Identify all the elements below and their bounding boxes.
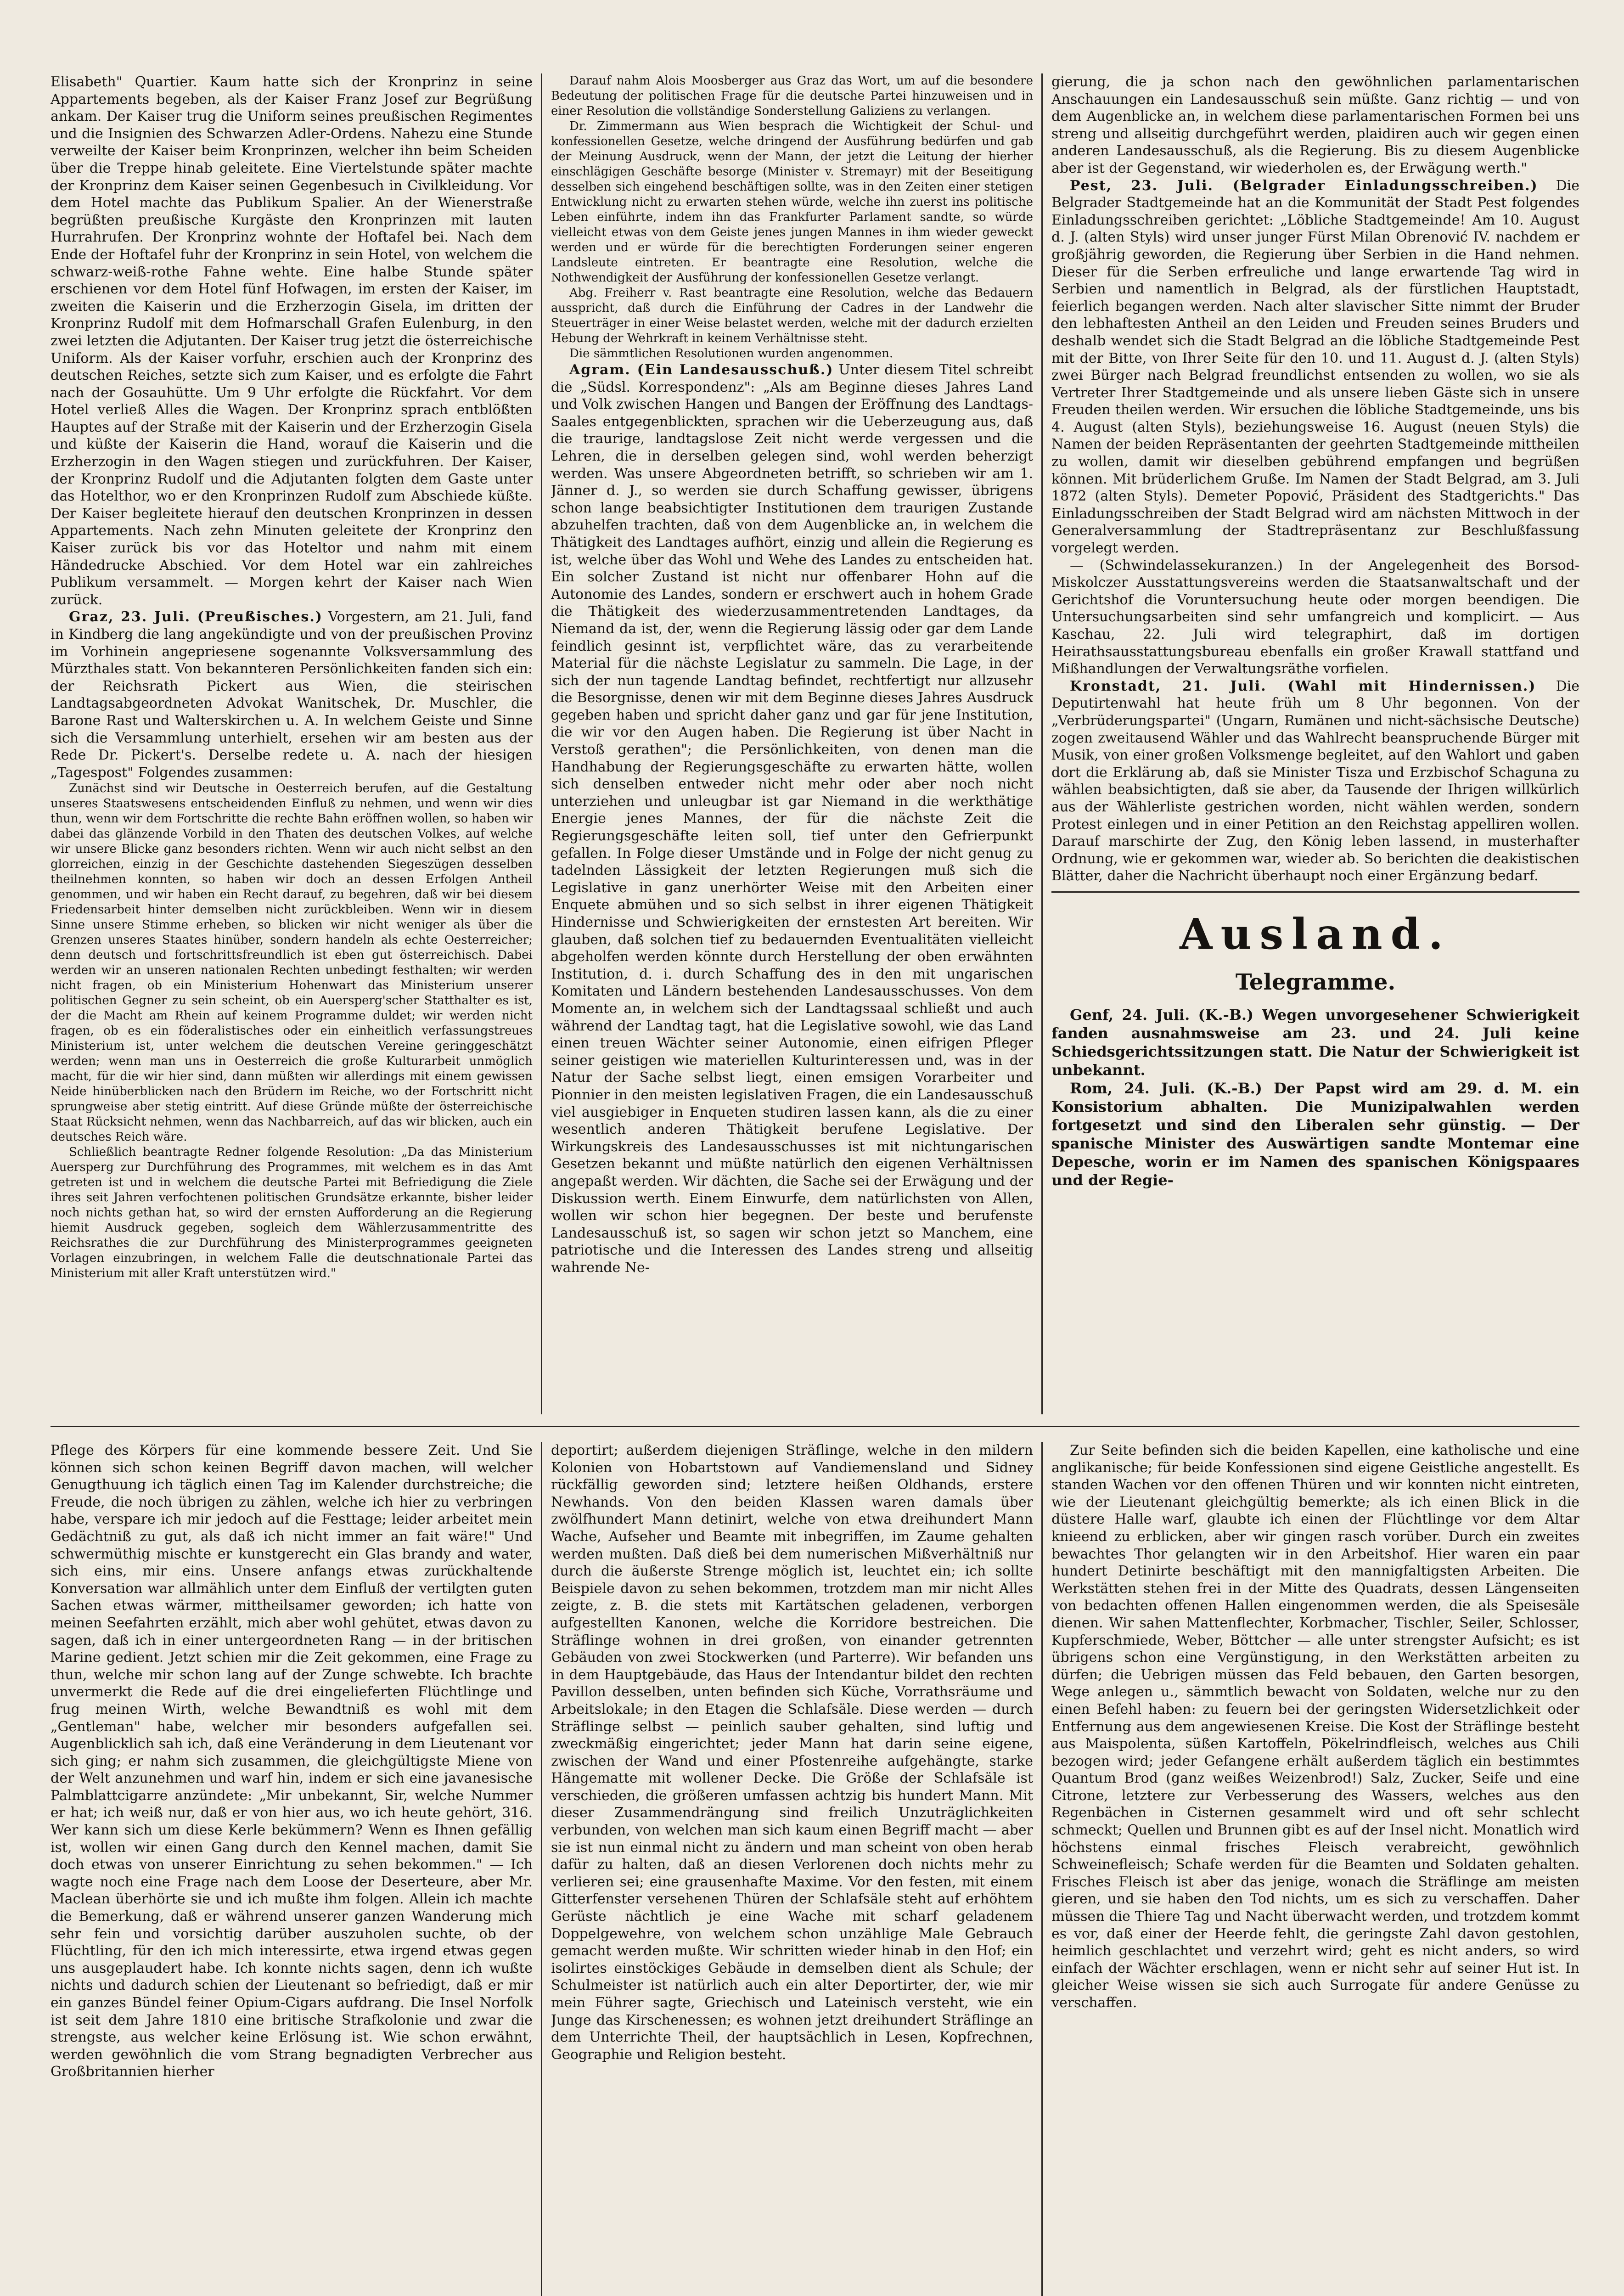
kronstadt-article [1051, 678, 1579, 885]
agram-dateline: Agram. (Ein Landesausschuß.) [569, 362, 834, 378]
feuilleton-rule [51, 1426, 1579, 1427]
column-rule [1041, 73, 1043, 1414]
pest-dateline: Pest, 23. Juli. (Belgrader Einladungsschreiben.) [1070, 177, 1538, 194]
section-rule [1051, 891, 1579, 893]
graz-text: Vorgestern, am 21. Juli, fand in Kindberg die lang angekündigte und von der preußischen Provinz im Vorhinein angepriesene sogenannte Volksversammlung des Mürzthales statt. Von bekannteren Persönlichkeiten fanden sich ein: der Reichsrath Pickert aus Wien, die steirischen Landtagsabgeordneten Advokat Wanitschek, Dr. Muschler, die Barone Rast und Walterskirchen u. A. In welchem Geiste und Sinne sich die Versammlung unterhielt, ersehen wir am besten aus der Rede Dr. Pickert's. Derselbe redete u. A. nach der hiesigen „Tagespost" Folgendes zusammen: [51, 609, 533, 781]
feuilleton-column-right [1051, 1442, 1579, 2296]
feuilleton-text-middle: deportirt; außerdem diejenigen Sträflinge, welche in den mildern Kolonien von Hobartstown auf Vandiemensland und Sidney rückfällig geworden sind; letztere heißen Oldhands, erstere Newhands. Von den beiden Klassen waren damals über zwölfhundert Mann detinirt, welche von etwa dreihundert Mann Wache, Aufseher und Beamte mit inbegriffen, im Zaume gehalten werden mußten. Daß dieß bei dem numerischen Mißverhältniß nur durch die äußerste Strenge möglich ist, leuchtet ein; ich sollte Beispiele davon zu sehen bekommen, trotzdem man mir nicht Alles zeigte, z. B. die stets mit Kartätschen geladenen, verborgen aufgestellten Kanonen, welche die Korridore bestreichen. Die Sträflinge wohnen in drei großen, von einander getrennten Gebäuden von zwei Stockwerken (und Parterre). Wir befanden uns in dem Hauptgebäude, das Haus der Intendantur bildet den rechten Pavillon desselben, unten befinden sich Küche, Vorrathsräume und Arbeitslokale; in den Etagen die Schlafsäle. Diese werden — durch Sträflinge selbst — peinlich sauber gehalten, sind luftig und zweckmäßig eingerichtet; jeder Mann hat darin seine eigene, zwischen der Wand und einer Pfostenreihe aufgehängte, starke Hängematte mit wollener Decke. Die Größe der Schlafsäle ist verschieden, die größeren umfassen achtzig bis hundert Mann. Mit dieser Zusammendrängung sind freilich Unzuträglichkeiten verbunden, von welchen man sich kaum einen Begriff macht — aber sie ist nun einmal nicht zu ändern und man scheint von oben herab dafür zu halten, daß an diesen Verlorenen doch nichts mehr zu verlieren sei; eine grausenhafte Maxime. Vor den festen, mit einem Gitterfenster versehenen Thüren der Schlafsäle steht auf erhöhtem Gerüste nächtlich je eine Wache mit scharf geladenem Doppelgewehre, von welchem schon unzählige Male Gebrauch gemacht werden mußte. Wir schritten wieder hinab in den Hof; ein isolirtes einstöckiges Gebäude in demselben dient als Schule; der Schulmeister ist natürlich auch ein alter Deportirter, der, wie mir mein Führer sagte, Griechisch und Lateinisch versteht, wie ein Junge das Kirschenessen; es wohnen jetzt dreihundert Sträflinge an dem Unterrichte Theil, der hauptsächlich in Lesen, Kopfrechnen, Geographie und Religion besteht. [551, 1442, 1033, 2063]
telegrams-heading: Telegramme. [1235, 969, 1396, 995]
telegram-rom: Rom, 24. Juli. (K.-B.) Der Papst wird am 29. d. M. ein Konsistorium abhalten. Die Munizipalwahlen werden fortgesetzt und sind den Liberalen sehr günstig. — Der spanische Minister des Auswärtigen sandte Montemar eine Depesche, worin er im Namen des spanischen Königspaares und der Regie- [1051, 1079, 1579, 1189]
pest-article [1051, 177, 1579, 557]
agram-text: Unter diesem Titel schreibt die „Südsl. Korrespondenz": „Als am Beginne dieses Jahres Land und Volk zwischen Hangen und Bangen der Eröffnung des Landtags-Saales entgegenblickten, sprachen wir die Ueberzeugung aus, daß die traurige, landtagslose Zeit nicht werde vergessen und die Lehren, die in derselben gelegen sind, wohl werden beherzigt werden. Was unsere Abgeordneten betrifft, so schrieben wir am 1. Jänner d. J., so werden sie durch Schaffung gewisser, übrigens schon lange beabsichtigter Institutionen dem traurigen Zustande abzuhelfen trachten, daß von dem Augenblicke an, in welchem die Thätigkeit des Landtages aufhört, einzig und allein die Regierung es ist, welche über das Wohl und Wehe des Landes zu entscheiden hat. Ein solcher Zustand ist nicht nur offenbarer Hohn auf die Autonomie des Landes, sondern er erschwert auch in hohem Grade die Thätigkeit des wiederzusammentretenden Landtages, da Niemand da ist, der, wenn die Regierung lässig oder gar dem Lande feindlich gesinnt ist, verpflichtet wäre, das zu verarbeitende Material für die nächste Legislatur zu sammeln. Die Lage, in der sich der nun tagende Landtag befindet, rechtfertigt nur allzusehr die Besorgnisse, denen wir mit dem Beginne dieses Jahres Ausdruck gegeben haben und spricht daher ganz und gar für jene Institution, die wir vor den Augen haben. Die Regierung ist über Nacht in Verstoß gerathen"; die Persönlichkeiten, von denen man die Handhabung der Regierungsgeschäfte zu erwarten hätte, wollen sich denselben entweder nicht mehr oder aber noch nicht unterziehen und unleugbar ist gar Niemand in die werkthätige Energie jenes Mannes, der für die nächste Zeit die Regierungsgeschäfte leiten soll, tief unter den Gefrierpunkt gefallen. In Folge dieser Umstände und in Folge der nicht genug zu tadelnden Lässigkeit der letzten Regierungen muß sich die Legislative in ganz unerhörter Weise mit den Arbeiten einer Enquete abmühen und so sich selbst in ihrer eigenen Thätigkeit Hindernisse und Schwierigkeiten der ernstesten Art bereiten. Wir glauben, daß solchen tief zu bedauernden Eventualitäten vielleicht abgeholfen werden könnte durch Herstellung der oben erwähnten Institution, d. i. durch Schaffung des in den mit ungarischen Komitaten und Ländern bestehenden Landesausschusses. Von dem Momente an, in welchem sich der Landtagssaal schließt und auch während der Landtag tagt, hat die Legislative sowohl, wie das Land einen treuen Wächter seiner Autonomie, einen eifrigen Pfleger seiner geistigen wie materiellen Kulturinteressen und, was in der Natur der Sache selbst liegt, einen emsigen Vorarbeiter und Pionnier in den meisten legislativen Fragen, die ein Landesausschuß viel ausgiebiger in Enqueten studiren lassen kann, als die zu einer wesentlich anderen Thätigkeit berufene Legislative. Der Wirkungskreis des Landesausschusses ist mit nichtungarischen Gesetzen bekannt und müßte natürlich den eigenen Verhältnissen angepaßt werden. Wir dächten, die Sache sei der Erwägung und der Diskussion werth. Einem Einwurfe, dem natürlichsten von Allen, wollen wir schon hier begegnen. Der beste und berufenste Landesausschuß ist, so sagen wir schon jetzt so Manchem, eine patriotische und die Interessen des Landes streng und allseitig wahrende Ne- [551, 362, 1033, 1276]
graz-article [51, 608, 533, 781]
column-rule [541, 1442, 542, 2296]
rast-para: Abg. Freiherr v. Rast beantragte eine Resolution, welche das Bedauern ausspricht, daß durch die Einführung der Cadres in der Landwehr die Steuerträger in einer Weise belastet werden, welche mit der dadurch erzielten Hebung der Wehrkraft in keinem Verhältnisse steht. [551, 286, 1033, 345]
schwindel-article: — (Schwindelassekuranzen.) In der Angelegenheit des Borsod-Miskolczer Ausstattungsvereins werden die Staatsanwaltschaft und der Gerichtshof die Voruntersuchung heute oder morgen beendigen. Die Untersuchungsarbeiten sind sehr umfangreich und komplicirt. — Aus Kaschau, 22. Juli wird telegraphirt, daß im dortigen Heirathsausstattungsbureau ebenfalls ein großer Krawall stattfand und Mißhandlungen der Verwaltungsräthe vorfielen. [1051, 557, 1579, 677]
section-heading-ausland: Ausland. [1180, 909, 1451, 959]
column-left [51, 73, 533, 1414]
column-rule [1041, 1442, 1043, 2296]
kronstadt-dateline: Kronstadt, 21. Juli. (Wahl mit Hindernissen.) [1070, 678, 1536, 694]
newspaper-page [51, 73, 1579, 2296]
graz-dateline: Graz, 23. Juli. (Preußisches.) [69, 609, 323, 625]
telegram-genf: Genf, 24. Juli. (K.-B.) Wegen unvorgesehener Schwierigkeit fanden ausnahmsweise am 23. und 24. Juli keine Schiedsgerichtssitzungen statt. Die Natur der Schwierigkeit ist unbekannt. [1051, 1006, 1579, 1079]
pickert-quote: Zunächst sind wir Deutsche in Oesterreich berufen, auf die Gestaltung unseres Staatswesens entscheidenden Einfluß zu nehmen, und wenn wir dies thun, wenn wir dem Fortschritte die rechte Bahn eröffnen wollen, so haben wir dabei das glänzende Vorbild in den Thaten des deutschen Volkes, auf welche wir unsere Blicke ganz besonders richten. Wenn wir auch nicht selbst an den glorreichen, einzig in der Geschichte dastehenden Siegeszügen desselben theilnehmen konnten, so haben wir doch an dessen Erfolgen Antheil genommen, und wir haben ein Recht darauf, zu begehren, daß wir bei diesem Friedensarbeit hinter demselben nicht zurückbleiben. Wenn wir in diesem Sinne unsere Stimme erheben, so blicken wir nicht weniger als über die Grenzen unseres Staates hinüber, sondern handeln als echte Oesterreicher; denn deutsch und fortschrittsfreundlich ist eben gut österreichisch. Dabei werden wir an unseren nationalen Rechten unbedingt festhalten; wir werden nicht fragen, ob ein Ministerium Hohenwart das Ministerium unserer politischen Gegner zu sein scheint, ob ein Auersperg'scher Statthalter es ist, der die Macht am Rhein auf keinem Programme duldet; wir werden nicht fragen, ob es ein föderalistisches oder ein einheitlich verfassungstreues Ministerium ist, unter welchem die deutschen Vereine geringgeschätzt werden; wenn man uns in Oesterreich die große Kulturarbeit unmöglich macht, für die wir hier sind, dann müßten wir allerdings mit einem gewissen Neide hinüberblicken nach den Brüdern im Reiche, wo der Fortschritt nicht sprungweise aber stetig eintritt. Auf diese Gründe müßte der österreichische Staat Rücksicht nehmen, wenn das Nachbarreich, auf das wir blicken, auch ein deutsches Reich wäre. [51, 782, 533, 1144]
kronstadt-text: Die Deputirtenwahl hat heute früh um 8 Uhr begonnen. Von der „Verbrüderungspartei" (Ungarn, Rumänen und nicht-sächsische Deutsche) zogen zweitausend Wähler und das Wahlrecht beanspruchende Bürger mit Musik, von einer großen Volksmenge begleitet, auf den Wahlort und gaben dort die Erklärung ab, daß sie Minister Tisza und Erzbischof Schaguna zu wählen beabsichtigten, daß sie aber, da Tausende der Ihrigen willkürlich aus der Wählerliste gestrichen worden, nicht wählen werden, sondern Protest einlegen und in einer Petition an den Reichstag appelliren wollen. Darauf marschirte der Zug, den König leben lassend, in musterhafter Ordnung, wie er gekommen war, wieder ab. So berichten die deakistischen Blätter, daher die Nachricht überhaupt noch einer Ergänzung bedarf. [1051, 678, 1579, 884]
column-right [1051, 73, 1579, 1414]
feuilleton-column-left [51, 1442, 533, 2296]
feuilleton-text-right: Zur Seite befinden sich die beiden Kapellen, eine katholische und eine anglikanische; für beide Konfessionen sind eigene Geistliche angestellt. Es standen Wachen vor den offenen Thüren und wir konnten nicht eintreten, wie der Lieutenant gleichgültig bemerkte; als ich einen Blick in die düstere Halle warf, glaubte ich einen der Flüchtlinge vor dem Altar knieend zu erblicken, aber wir gingen rasch vorüber. Durch ein zweites bewachtes Thor gelangten wir in den Arbeitshof. Hier waren ein paar hundert Detinirte beschäftigt mit den mannigfaltigsten Arbeiten. Die Werkstätten stehen frei in der Mitte des Quadrats, dessen Längenseiten von bedachten offenen Hallen eingenommen werden, die als Speisesäle dienen. Wir sahen Mattenflechter, Korbmacher, Tischler, Seiler, Schlosser, Kupferschmiede, Weber, Böttcher — alle unter strengster Aufsicht; es ist übrigens schon eine Vergünstigung, in den Werkstätten arbeiten zu dürfen; die Uebrigen müssen das Feld bebauen, den Garten besorgen, Wege anlegen u., sämmtlich bewacht von Soldaten, welche nur zu den einen Befehl haben: zu feuern bei der geringsten Widersetzlichkeit oder Entfernung aus dem angewiesenen Kreise. Die Kost der Sträflinge besteht aus Maispolenta, süßen Kartoffeln, Pökelrindfleisch, welches aus Chili bezogen wird; jeder Gefangene erhält außerdem täglich ein bestimmtes Quantum Brod (ganz weißes Weizenbrod!) Salz, Zucker, Seife und eine Citrone, letztere zur Verbesserung des Wassers, welches aus den Regenbächen in Cisternen gesammelt wird und oft sehr schlecht schmeckt; Quellen und Brunnen gibt es auf der Insel nicht. Monatlich wird höchstens einmal frisches Fleisch verabreicht, gewöhnlich Schweinefleisch; Schafe werden für die Beamten und Soldaten gehalten. Frisches Fleisch ist aber das jenige, wonach die Sträflinge am meisten gieren, und sie haben den Tod nichts, um es sich zu verschaffen. Daher müssen die Thiere Tag und Nacht überwacht werden, und trotzdem kommt es vor, daß einer der Heerde fehlt, die geringste Zahl davon gestohlen, heimlich geschlachtet und verzehrt wird; geht es nicht anders, so wird einfach der Wächter erschlagen, wenn er nicht sehr auf seiner Hut ist. In gleicher Weise wissen sie sich auch Surrogate für andere Genüsse zu verschaffen. [1051, 1442, 1579, 2011]
pest-text: Die Belgrader Stadtgemeinde hat an die Kommunität der Stadt Pest folgendes Einladungsschreiben gerichtet: „Löbliche Stadtgemeinde! Am 10. August d. J. (alten Styls) wird unser junger Fürst Milan Obrenović IV. nachdem er großjährig geworden, die Regierung über Serbien in die Hand nehmen. Dieser für die Serben erfreuliche und lange erwartende Tag wird in Serbien und namentlich in Belgrad, als der fürstlichen Hauptstadt, feierlich begangen werden. Nach alter slavischer Sitte nimmt der Bruder den lebhaftesten Antheil an den Leiden und Freuden seines Bruders und deshalb wendet sich die Stadt Belgrad an die löbliche Stadtgemeinde Pest mit der Bitte, von Ihrer Seite für den 10. und 11. August d. J. (alten Styls) zwei Bürger nach Belgrad freundlichst entsenden zu wollen, wo sie als Vertreter Ihrer Stadtgemeinde und als unsere lieben Gäste sich in unsere Freuden theilen werden. Wir ersuchen die löbliche Stadtgemeinde, uns bis 4. August (alten Styls), beziehungsweise 16. August (neuen Styls) die Namen der beiden Repräsentanten der geehrten Stadtgemeinde mittheilen zu wollen, damit wir dieselben gebührend empfangen und begrüßen können. Mit brüderlichem Gruße. Im Namen der Stadt Belgrad, am 3. Juli 1872 (alten Styls). Demeter Popović, Präsident des Stadtgerichts." Das Einladungsschreiben der Stadt Belgrad wird am nächsten Mittwoch in der Generalversammlung der Stadtrepräsentanz zur Beschlußfassung vorgelegt werden. [1051, 177, 1579, 557]
agram-continued: gierung, die ja schon nach den gewöhnlichen parlamentarischen Anschauungen ein Landesausschuß sein müßte. Ganz richtig — und von dem Augenblicke an, in welchem diese parlamentarischen Formen bei uns streng und allseitig durchgeführt werden, plaidiren auch wir gegen einen anderen Landesausschuß, als die Regierung. Bis zu diesem Augenblicke aber ist der Gegenstand, wir wiederholen es, der Erwägung werth." [1051, 74, 1579, 176]
column-middle [551, 73, 1033, 1414]
ischl-report: Elisabeth" Quartier. Kaum hatte sich der Kronprinz in seine Appartements begeben, als der Kaiser Franz Josef zur Begrüßung ankam. Der Kaiser trug die Uniform seines preußischen Regimentes und die Insignien des Schwarzen Adler-Ordens. Nahezu eine Stunde verweilte der Kaiser beim Kronprinzen, welcher ihn beim Scheiden über die Treppe hinab geleitete. Eine Viertelstunde später machte der Kronprinz dem Kaiser seinen Gegenbesuch in Civilkleidung. Vor dem Hotel machte das Publikum Spalier. An der Wienerstraße begrüßten preußische Kurgäste den Kronprinzen mit lauten Hurrahrufen. Der Kronprinz wohnte der Hoftafel bei. Nach dem Ende der Hoftafel fuhr der Kronprinz in sein Hotel, von welchem die schwarz-weiß-rothe Fahne wehte. Eine halbe Stunde später erschienen vor dem Hotel fünf Hofwagen, im ersten der Kaiser, im zweiten die Kaiserin und die Erzherzogin Gisela, im dritten der Kronprinz Rudolf mit dem Hofmarschall Grafen Eulenburg, in den zwei letzten die Adjutanten. Der Kaiser trug jetzt die österreichische Uniform. Als der Kaiser vorfuhr, erschien auch der Kronprinz des deutschen Reiches, setzte sich zum Kaiser, und es erfolgte die Fahrt nach der Gosauhütte. Um 9 Uhr erfolgte die Rückfahrt. Vor dem Hotel verließ Alles die Wagen. Der Kronprinz sprach entblößten Hauptes auf der Straße mit der Kaiserin und der Erzherzogin Gisela und küßte der Kaiserin die Hand, worauf die Kaiserin und die Erzherzogin in den Wagen stiegen und zurückfuhren. Der Kaiser, der Kronprinz Rudolf und die Adjutanten folgten dem Gaste unter das Hotelthor, wo er den Kronprinzen Rudolf zum Abschiede küßte. Der Kaiser begleitete hierauf den deutschen Kronprinzen in dessen Appartements. Nach zehn Minuten geleitete der Kronprinz den Kaiser zurück bis vor das Hoteltor und nahm mit einem Händedrucke Abschied. Vor dem Hotel war ein zahlreiches Publikum versammelt. — Morgen kehrt der Kaiser nach Wien zurück. [51, 74, 533, 608]
feuilleton-text-left: Pflege des Körpers für eine kommende bessere Zeit. Und Sie können sich schon keinen Begriff davon machen, will welcher Genugthuung ich täglich einen Tag im Kalender durchstreiche; die Freude, die noch übrigen zu zählen, welche ich hier zu verbringen habe, verspare ich mir jedoch auf die Festtage; leider arbeitet mein Gedächtniß zu gut, als daß ich nicht immer an fait wäre!" Und schwermüthig mischte er kunstgerecht ein Glas brandy and water, sich eins, mir eins. Unsere anfangs etwas zurückhaltende Konversation war allmählich unter dem Einfluß der vertilgten guten Sachen etwas wärmer, mittheilsamer geworden; ich hatte von meinen Seefahrten erzählt, mich aber wohl gehütet, etwas davon zu sagen, daß ich in einer untergeordneten Rang — in der britischen Marine gedient. Jetzt schien mir die Zeit gekommen, eine Frage zu thun, welche mir schon lang auf der Zunge schwebte. Ich brachte unvermerkt die Rede auf die drei eingelieferten Flüchtlinge und frug meinen Wirth, welche Bewandtniß es wohl mit dem „Gentleman" habe, welcher mir besonders aufgefallen sei. Augenblicklich sah ich, daß eine Veränderung in dem Lieutenant vor sich ging; er nahm sich zusammen, die gleichgültigste Miene von der Welt anzunehmen und warf hin, indem er sich eine javanesische Palmblattcigarre anzündete: „Mir unbekannt, Sir, welche Nummer er hat; ich weiß nur, daß er von hier aus, wo ich heute gehört, 316. Wer kann sich um diese Kerle bekümmern? Wenn es Ihnen gefällig ist, wollen wir einen Gang durch den Kennel machen, damit Sie doch etwas von unserer Einrichtung zu sehen bekommen." — Ich wagte noch eine Frage nach dem Loose der Deserteure, aber Mr. Maclean überhörte sie und ich mußte ihm folgen. Allein ich machte die Bemerkung, daß er während unserer ganzen Wanderung mich sehr fein und vorsichtig darüber auszuholen suchte, ob der Flüchtling, für den ich mich interessirte, etwa irgend etwas gegen uns ausgeplaudert habe. Ich konnte nichts sagen, denn ich wußte nichts und dadurch schien der Lieutenant so befriedigt, daß er mir ein ganzes Bündel feiner Opium-Cigars aufdrang. Die Insel Norfolk ist seit dem Jahre 1810 eine britische Strafkolonie und zwar die strengste, aus welcher keine Erlösung ist. Wie schon erwähnt, werden gewöhnlich die vom Strang begnadigten Verbrecher aus Großbritannien hierher [51, 1442, 533, 2080]
resolution-text: Schließlich beantragte Redner folgende Resolution: „Da das Ministerium Auersperg zur Durchführung des Programmes, mit welchem es in das Amt getreten ist und in welchem die deutsche Partei mit Befriedigung die Ziele ihres seit Jahren verfochtenen politischen Grundsätze erkannte, bisher leider noch nichts gethan hat, so wird der ernsten Aufforderung an die Regierung hiemit Ausdruck gegeben, sogleich dem Wählerzusammentritte des Reichsrathes die zur Durchführung des Ministerprogrammes geeigneten Vorlagen einzubringen, in welchem Falle die deutschnationale Partei das Ministerium mit aller Kraft unterstützen wird." [51, 1145, 533, 1281]
resolutions-accepted: Die sämmtlichen Resolutionen wurden angenommen. [569, 347, 893, 360]
feuilleton-column-middle [551, 1442, 1033, 2296]
agram-article [551, 361, 1033, 1276]
column-rule [541, 73, 542, 1414]
moosberger-para: Darauf nahm Alois Moosberger aus Graz das Wort, um auf die besondere Bedeutung der politischen Frage für die deutsche Partei hinzuweisen und in einer Resolution die vollständige Sonderstellung Galiziens zu verlangen. [551, 74, 1033, 118]
zimmermann-para: Dr. Zimmermann aus Wien besprach die Wichtigkeit der Schul- und konfessionellen Gesetze, welche dringend der Ausführung bedürfen und gab der Meinung Ausdruck, wenn der Mann, der jetzt die Leitung der hierher einschlägigen Geschäfte besorge (Minister v. Stremayr) mit der Beseitigung desselben sich eingehend beschäftigen sollte, was in den Zeiten einer stetigen Entwicklung nicht zu erwarten stehen würde, welche ihn zuerst ins politische Leben einführte, indem ihn das Frankfurter Parlament sandte, so würde vielleicht etwas von dem Geiste jenes jungen Mannes in ihm wieder geweckt werden und er würde für die berechtigten Forderungen seiner engeren Landsleute eintreten. Er beantragte eine Resolution, welche die Nothwendigkeit der Ausführung der konfessionellen Gesetze verlangt. [551, 119, 1033, 285]
